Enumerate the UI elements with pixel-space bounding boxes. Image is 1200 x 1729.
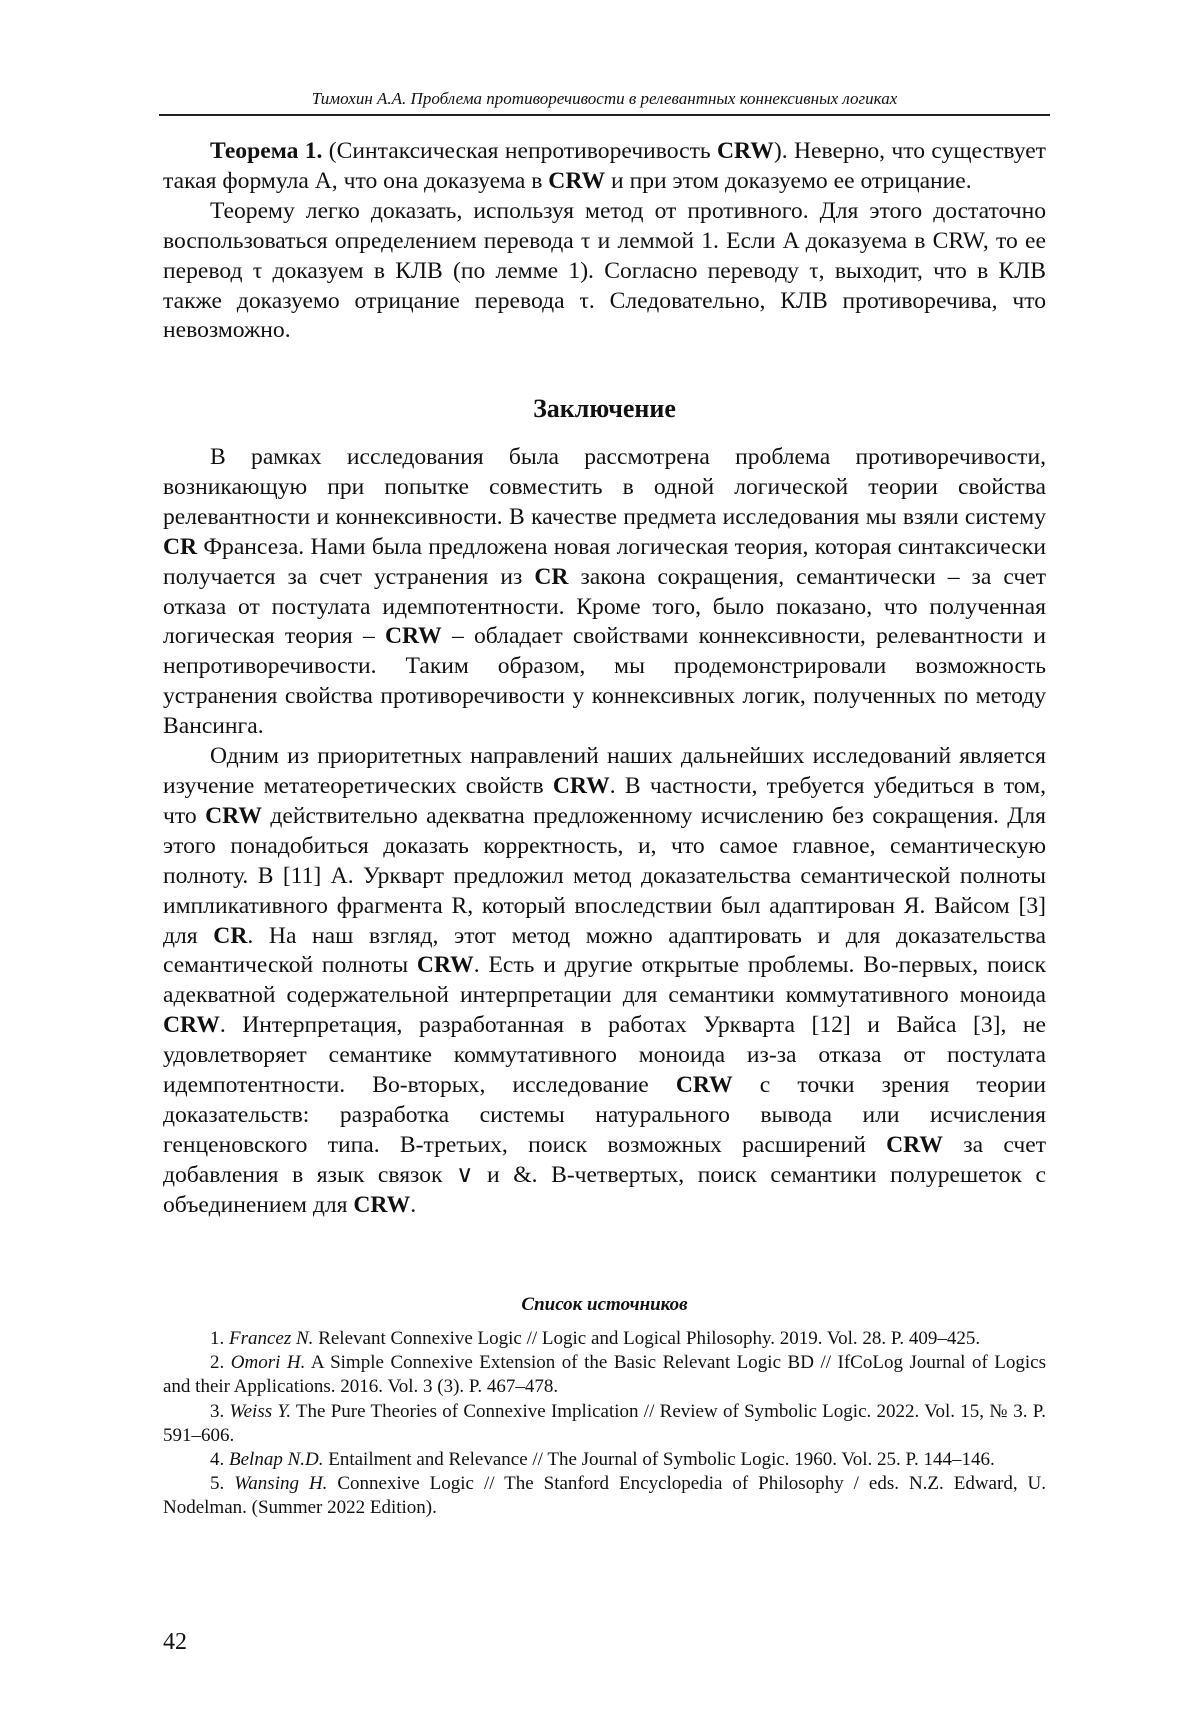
text-run: . Есть и другие открытые проблемы. Во-первых, поиск адекватной содержательной интерпретации для семантики коммутативного моноида	[163, 952, 1046, 1009]
bold-term: CR	[534, 563, 569, 590]
bold-term: CRW	[886, 1131, 943, 1158]
references-list	[163, 1327, 1046, 1521]
text-run: за счет добавления в язык связок ∨ и &. В-четвертых, поиск семантики полурешеток с объединением для	[163, 1131, 1046, 1218]
bold-term: CRW	[675, 1072, 733, 1099]
reference-number: 3.	[210, 1400, 225, 1422]
header-rule	[159, 114, 1050, 116]
page-number: 42	[163, 1629, 187, 1655]
reference-item	[163, 1472, 1046, 1520]
text-run: ). Неверно, что существует такая формула A, что она доказуема в	[163, 138, 1046, 194]
bold-term: CRW	[163, 1012, 220, 1039]
theorem-section	[163, 137, 1046, 346]
reference-item	[163, 1327, 1046, 1351]
reference-item	[163, 1448, 1046, 1472]
reference-text: The Pure Theories of Connexive Implication // Review of Symbolic Logic. 2022. Vol. 15, № 3. P. 591–606.	[163, 1400, 1046, 1446]
text-run: действительно адекватна предложенному исчислению без сокращения. Для этого понадобиться доказать корректность, и, что самое главное, семантическую полноту. В [11] А. Уркварт предложил метод доказательства семантической полноты импликативного фрагмента R, который впоследствии был адаптирован Я. Вайсом [3] для	[163, 802, 1047, 949]
reference-text: Relevant Connexive Logic // Logic and Logical Philosophy. 2019. Vol. 28. P. 409–425.	[313, 1328, 981, 1349]
reference-text: A Simple Connexive Extension of the Basic Relevant Logic BD // IfCoLog Journal of Logics and their Applications. 2016. Vol. 3 (3). P. 467–478.	[163, 1352, 1047, 1398]
bold-term: CRW	[384, 623, 442, 650]
text-run: Франсеза. Нами была предложена новая логическая теория, которая синтаксически получается за счет устранения из	[163, 533, 1046, 590]
reference-text: Entailment and Relevance // The Journal of Symbolic Logic. 1960. Vol. 25. P. 144–146.	[323, 1449, 995, 1471]
text-run: с точки зрения теории доказательств: разработка системы натурального вывода или исчисления генценовского типа. В-третьих, поиск возможных расширений	[163, 1072, 1047, 1158]
bold-term: CRW	[552, 772, 610, 799]
reference-text: Connexive Logic // The Stanford Encyclopedia of Philosophy / eds. N.Z. Edward, U. Nodelman. (Summer 2022 Edition).	[163, 1473, 1047, 1519]
text-run: . На наш взгляд, этот метод можно адаптировать и для доказательства семантической полноты	[163, 922, 1046, 979]
reference-number: 1.	[210, 1328, 225, 1349]
text-run: . В частности, требуется убедиться в том, что	[163, 772, 1046, 829]
reference-number: 5.	[210, 1473, 225, 1495]
conclusion-paragraph	[163, 742, 1046, 1221]
reference-item	[163, 1400, 1046, 1448]
bold-term: CR	[163, 533, 198, 560]
text-run: . Интерпретация, разработанная в работах Уркварта [12] и Вайса [3], не удовлетворяет семантике коммутативного моноида из-за отказа от постулата идемпотентности. Во-вторых, исследование	[163, 1012, 1046, 1099]
reference-number: 2.	[210, 1352, 225, 1374]
text-run: В рамках исследования была рассмотрена проблема противоречивости, возникающую при попытке совместить в одной логической теории свойства релевантности и коннексивности. В качестве предмета исследования мы взяли систему	[163, 444, 1046, 530]
text-run: .	[410, 1191, 417, 1218]
reference-author: Omori H.	[230, 1352, 306, 1374]
bold-term: CRW	[416, 952, 474, 979]
conclusion-paragraph	[163, 443, 1046, 742]
reference-author: Wansing H.	[234, 1473, 328, 1495]
running-header: Тимохин А.А. Проблема противоречивости в релевантных коннексивных логиках	[311, 89, 898, 108]
bold-term: CRW	[717, 138, 774, 164]
text-run: – обладает свойствами коннексивности, релевантности и непротиворечивости. Таким образом, мы продемонстрировали возможность устранения свойства противоречивости у коннексивных логик, полученных по методу Вансинга.	[163, 623, 1046, 740]
bold-term: CRW	[548, 167, 606, 194]
text-run: закона сокращения, семантически – за счет отказа от постулата идемпотентности. Кроме того, было показано, что полученная логическая теория –	[163, 563, 1047, 650]
reference-author: Francez N.	[229, 1328, 314, 1349]
references-title: Список источников	[521, 1294, 688, 1315]
conclusion-section	[163, 443, 1046, 1221]
text-run: и при этом доказуемо ее отрицание.	[605, 167, 972, 194]
text-run: (Синтаксическая непротиворечивость	[322, 138, 718, 164]
bold-term: CRW	[205, 802, 262, 829]
bold-term: CR	[213, 922, 248, 949]
reference-author: Belnap N.D.	[229, 1449, 324, 1471]
bold-term: CRW	[353, 1191, 411, 1218]
reference-author: Weiss Y.	[229, 1400, 291, 1422]
reference-number: 4.	[210, 1449, 225, 1471]
theorem-proof: Теорему легко доказать, используя метод от противного. Для этого достаточно воспользоваться определением перевода τ и леммой 1. Если A доказуема в CRW, то ее перевод τ доказуем в КЛВ (по лемме 1). Согласно переводу τ, выходит, что в КЛВ также доказуемо отрицание перевода τ. Следовательно, КЛВ противоречива, что невозможно.	[163, 197, 1046, 344]
theorem-statement	[163, 137, 1046, 197]
reference-item	[163, 1351, 1046, 1399]
theorem-label: Теорема 1.	[210, 138, 323, 164]
text-run: Одним из приоритетных направлений наших дальнейших исследований является изучение метатеоретических свойств	[163, 743, 1046, 799]
section-title-conclusion: Заключение	[533, 394, 676, 423]
